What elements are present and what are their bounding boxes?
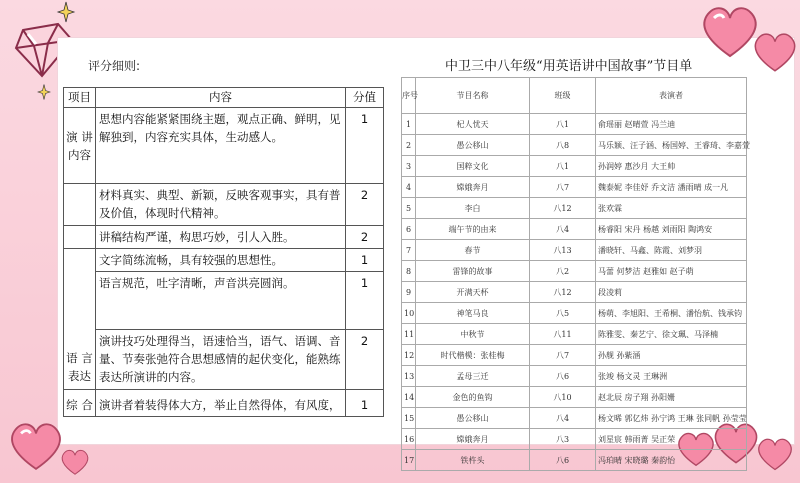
program-table bbox=[401, 77, 750, 471]
program-class: 八2 bbox=[530, 261, 596, 282]
table-row bbox=[402, 303, 747, 324]
table-row bbox=[64, 249, 384, 272]
rubric-title: 评分细则: bbox=[88, 59, 141, 73]
header-name: 节目名称 bbox=[416, 78, 530, 114]
category-language: 语 言 表达 bbox=[64, 249, 96, 390]
program-no: 7 bbox=[402, 240, 416, 261]
rubric-score: 2 bbox=[346, 226, 384, 249]
table-row bbox=[64, 390, 384, 417]
program-name: 时代楷模：张桂梅 bbox=[416, 345, 530, 366]
program-performers: 孙舰 孙紫涵 bbox=[596, 345, 747, 366]
program-no: 13 bbox=[402, 366, 416, 387]
rubric-content: 语言规范，吐字清晰，声音洪亮圆润。 bbox=[96, 272, 346, 330]
program-no: 17 bbox=[402, 450, 416, 471]
rubric-score: 2 bbox=[346, 184, 384, 226]
program-name: 国粹文化 bbox=[416, 156, 530, 177]
program-class: 八6 bbox=[530, 366, 596, 387]
program-class: 八1 bbox=[530, 156, 596, 177]
program-no: 16 bbox=[402, 429, 416, 450]
program-performers: 马蕾 何梦洁 赵雅如 赵子萌 bbox=[596, 261, 747, 282]
table-row bbox=[64, 108, 384, 184]
table-row bbox=[402, 177, 747, 198]
category-overall: 综 合 bbox=[64, 390, 96, 417]
table-row bbox=[402, 219, 747, 240]
program-class: 八10 bbox=[530, 387, 596, 408]
program-name: 中秋节 bbox=[416, 324, 530, 345]
table-row bbox=[402, 387, 747, 408]
rubric-content: 文字简练流畅，具有较强的思想性。 bbox=[96, 249, 346, 272]
program-class: 八12 bbox=[530, 282, 596, 303]
program-class: 八7 bbox=[530, 345, 596, 366]
rubric-score: 2 bbox=[346, 330, 384, 390]
table-row bbox=[402, 156, 747, 177]
program-performers: 刘星宸 韩雨菁 吴正荣 bbox=[596, 429, 747, 450]
program-no: 12 bbox=[402, 345, 416, 366]
program-class: 八1 bbox=[530, 114, 596, 135]
rubric-score: 1 bbox=[346, 249, 384, 272]
table-row bbox=[402, 408, 747, 429]
program-no: 3 bbox=[402, 156, 416, 177]
program-name: 嫦娥奔月 bbox=[416, 177, 530, 198]
header-content: 内容 bbox=[96, 88, 346, 108]
heart-icon bbox=[752, 30, 798, 74]
program-performers: 张竣 杨文灵 王琳洲 bbox=[596, 366, 747, 387]
program-performers: 魏泰妮 李佳妤 乔文洁 潘雨晴 成一凡 bbox=[596, 177, 747, 198]
heart-icon bbox=[756, 436, 794, 472]
program-name: 杞人忧天 bbox=[416, 114, 530, 135]
table-row bbox=[402, 282, 747, 303]
program-no: 14 bbox=[402, 387, 416, 408]
rubric-score: 1 bbox=[346, 272, 384, 330]
program-class: 八13 bbox=[530, 240, 596, 261]
program-name: 李白 bbox=[416, 198, 530, 219]
program-no: 15 bbox=[402, 408, 416, 429]
table-row bbox=[402, 429, 747, 450]
sparkle-icon bbox=[38, 84, 50, 100]
program-name: 铁杵头 bbox=[416, 450, 530, 471]
category-blank bbox=[64, 226, 96, 249]
table-row bbox=[64, 184, 384, 226]
category-blank bbox=[64, 184, 96, 226]
program-no: 5 bbox=[402, 198, 416, 219]
program-no: 4 bbox=[402, 177, 416, 198]
program-no: 6 bbox=[402, 219, 416, 240]
table-row bbox=[402, 135, 747, 156]
table-row bbox=[402, 324, 747, 345]
heart-icon bbox=[8, 420, 64, 472]
program-class: 八8 bbox=[530, 135, 596, 156]
program-performers: 冯珀晴 宋晓璐 秦韵怡 bbox=[596, 450, 747, 471]
program-performers: 陈雅雯、秦艺宁、徐文珮、马泽楠 bbox=[596, 324, 747, 345]
rubric-content: 材料真实、典型、新颖，反映客观事实，具有普及价值，体现时代精神。 bbox=[96, 184, 346, 226]
program-no: 2 bbox=[402, 135, 416, 156]
rubric-content: 讲稿结构严谨，构思巧妙，引人入胜。 bbox=[96, 226, 346, 249]
rubric-content: 演讲者着装得体大方，举止自然得体，有风度， bbox=[96, 390, 346, 417]
table-row bbox=[402, 450, 747, 471]
table-row bbox=[402, 345, 747, 366]
table-row bbox=[402, 366, 747, 387]
program-name: 开满天杯 bbox=[416, 282, 530, 303]
program-name: 雷锋的故事 bbox=[416, 261, 530, 282]
program-name: 神笔马良 bbox=[416, 303, 530, 324]
table-row bbox=[402, 261, 747, 282]
program-class: 八4 bbox=[530, 219, 596, 240]
heart-icon bbox=[700, 4, 760, 59]
program-name: 嫦娥奔月 bbox=[416, 429, 530, 450]
program-no: 8 bbox=[402, 261, 416, 282]
table-row bbox=[64, 272, 384, 330]
program-performers: 杨文晞 郭亿炜 孙宁鸿 王琳 张同帆 孙莹莹 bbox=[596, 408, 747, 429]
header-class: 班级 bbox=[530, 78, 596, 114]
program-performers: 赵北辰 房子翔 孙阳姗 bbox=[596, 387, 747, 408]
program-name: 春节 bbox=[416, 240, 530, 261]
rubric-content: 思想内容能紧紧围绕主题，观点正确、鲜明，见解独到，内容充实具体，生动感人。 bbox=[96, 108, 346, 184]
program-class: 八11 bbox=[530, 324, 596, 345]
table-row bbox=[402, 198, 747, 219]
program-performers: 马乐颖、汪子涵、杨国婷、王睿琦、李嘉萱 bbox=[596, 135, 747, 156]
program-no: 10 bbox=[402, 303, 416, 324]
rubric-header-row bbox=[64, 88, 384, 108]
sparkle-icon bbox=[58, 2, 74, 22]
program-class: 八12 bbox=[530, 198, 596, 219]
table-row bbox=[402, 114, 747, 135]
program-class: 八3 bbox=[530, 429, 596, 450]
program-name: 愚公移山 bbox=[416, 408, 530, 429]
program-no: 9 bbox=[402, 282, 416, 303]
table-row bbox=[64, 226, 384, 249]
program-performers: 杨萌、李旭阳、王希桐、潘怡航、钱承钧 bbox=[596, 303, 747, 324]
program-performers: 张欢霖 bbox=[596, 198, 747, 219]
category-speech: 演 讲 内容 bbox=[64, 108, 96, 184]
program-header-row bbox=[402, 78, 747, 114]
program-title: 中卫三中八年级“用英语讲中国故事”节目单 bbox=[445, 59, 693, 74]
program-no: 1 bbox=[402, 114, 416, 135]
program-performers: 俞瑶丽 赵晴萱 冯兰迪 bbox=[596, 114, 747, 135]
program-name: 愚公移山 bbox=[416, 135, 530, 156]
program-class: 八4 bbox=[530, 408, 596, 429]
program-class: 八6 bbox=[530, 450, 596, 471]
table-row bbox=[64, 330, 384, 390]
header-no: 序号 bbox=[402, 78, 416, 114]
program-name: 端午节的由来 bbox=[416, 219, 530, 240]
header-item: 项目 bbox=[64, 88, 96, 108]
rubric-table bbox=[63, 87, 384, 417]
table-row bbox=[402, 240, 747, 261]
heart-icon bbox=[60, 448, 90, 476]
program-class: 八7 bbox=[530, 177, 596, 198]
program-performers: 杨睿阳 宋丹 杨越 刘雨阳 陶鸿安 bbox=[596, 219, 747, 240]
header-performers: 表演者 bbox=[596, 78, 747, 114]
program-performers: 孙润婷 惠沙月 大王帅 bbox=[596, 156, 747, 177]
program-class: 八5 bbox=[530, 303, 596, 324]
program-performers: 段凌莉 bbox=[596, 282, 747, 303]
rubric-content: 演讲技巧处理得当，语速恰当，语气、语调、音量、节奏张弛符合思想感情的起伏变化，能熟练表达所演讲的内容。 bbox=[96, 330, 346, 390]
program-no: 11 bbox=[402, 324, 416, 345]
program-name: 孟母三迁 bbox=[416, 366, 530, 387]
program-name: 金色的鱼钩 bbox=[416, 387, 530, 408]
rubric-score: 1 bbox=[346, 390, 384, 417]
program-performers: 潘晓轩、马鑫、陈霞、刘梦羽 bbox=[596, 240, 747, 261]
rubric-score: 1 bbox=[346, 108, 384, 184]
header-score: 分值 bbox=[346, 88, 384, 108]
